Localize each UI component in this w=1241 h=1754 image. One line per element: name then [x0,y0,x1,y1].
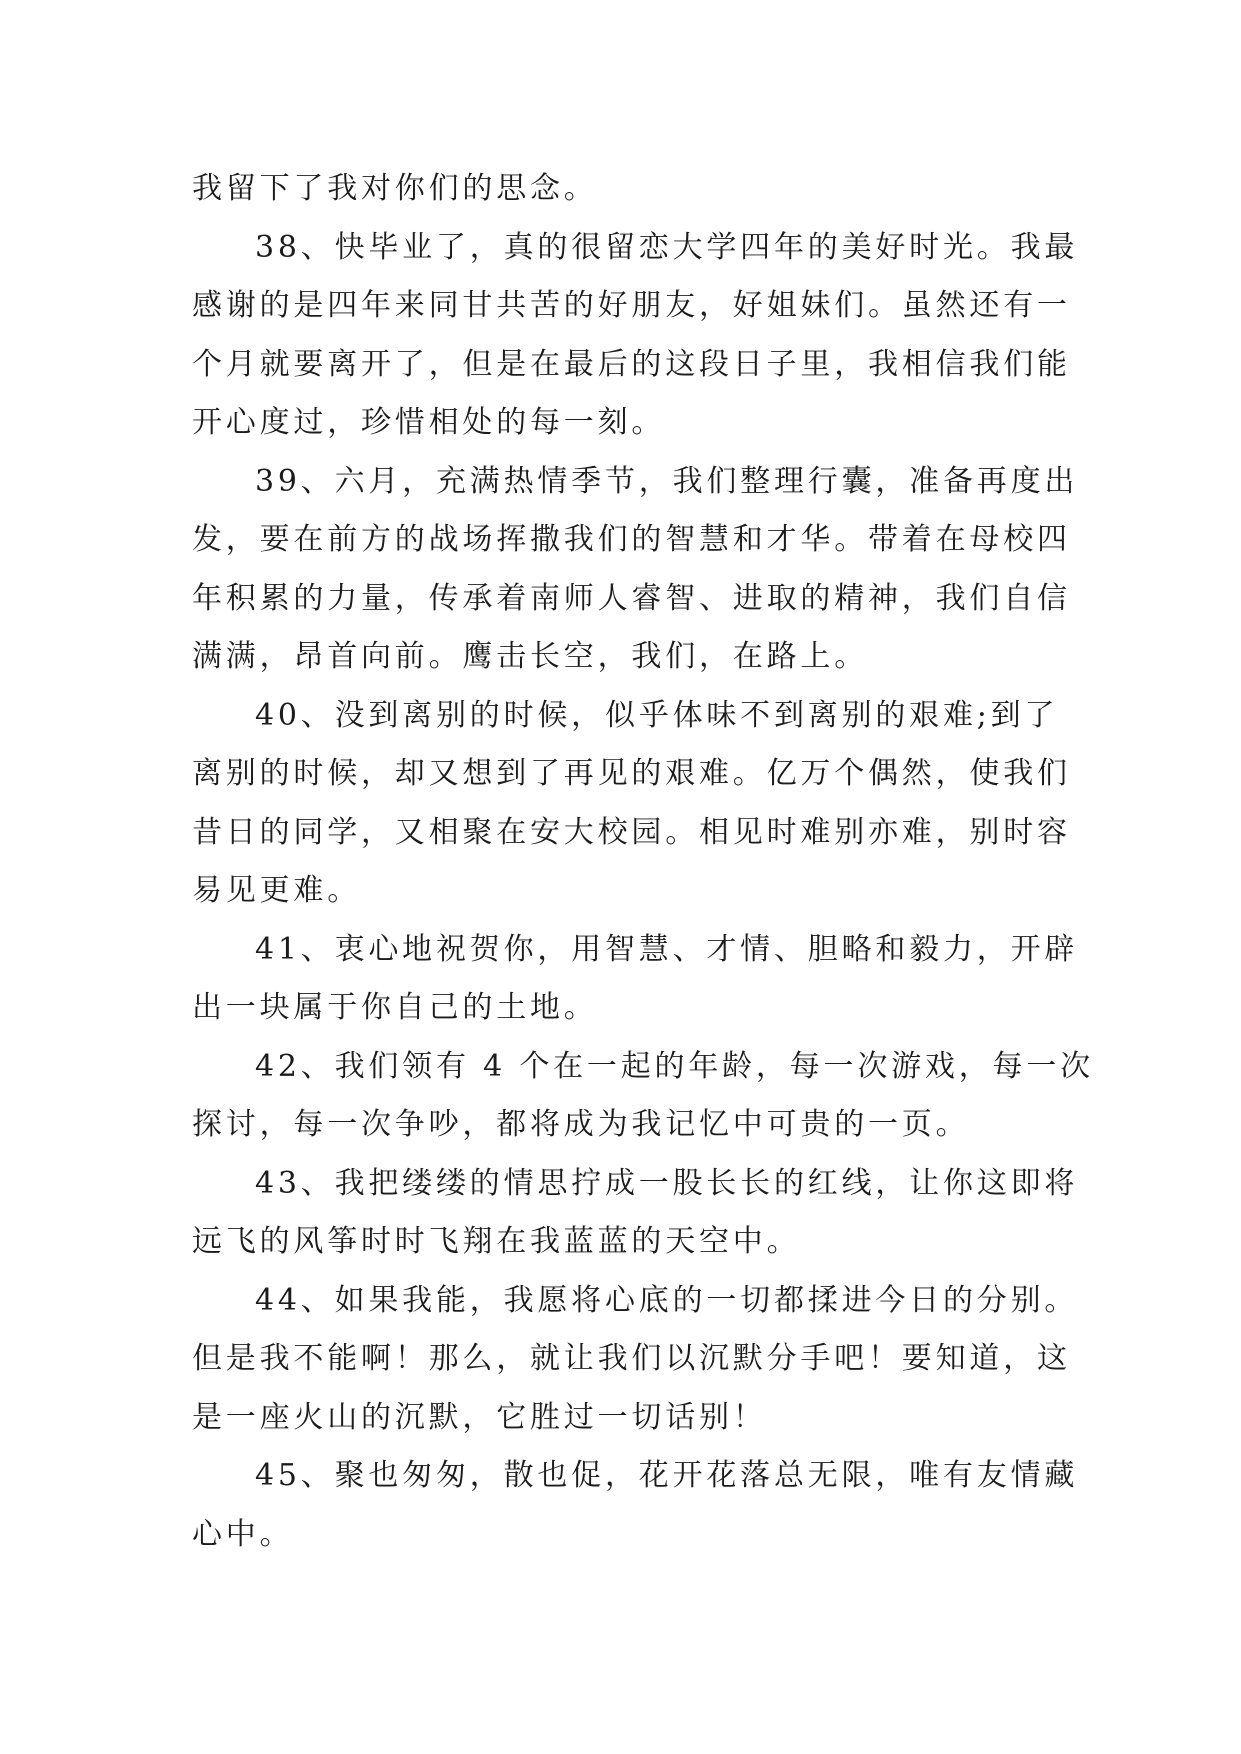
text-line: 41、衷心地祝贺你，用智慧、才情、胆略和毅力，开辟 [255,931,1079,967]
text-line: 感谢的是四年来同甘共苦的好朋友，好姐妹们。虽然还有一 [192,288,1071,323]
text-line: 45、聚也匆匆，散也促，花开花落总无限，唯有友情藏 [255,1458,1079,1493]
text-line: 38、快毕业了，真的很留恋大学四年的美好时光。我最 [255,229,1079,265]
text-line: 满满，昂首向前。鹰击长空，我们，在路上。 [192,639,868,674]
text-line: 出一块属于你自己的土地。 [192,990,598,1025]
text-line: 易见更难。 [192,873,361,908]
document-body [192,160,1094,1564]
text-line: 42、我们领有 4 个在一起的年龄，每一次游戏，每一次 [255,1048,1094,1084]
text-line: 43、我把缕缕的情思拧成一股长长的红线，让你这即将 [255,1165,1079,1201]
text-line: 40、没到离别的时候，似乎体味不到离别的艰难;到了 [255,697,1059,733]
text-line: 我留下了我对你们的思念。 [192,171,598,206]
text-line: 年积累的力量，传承着南师人睿智、进取的精神，我们自信 [192,580,1071,616]
text-line: 探讨，每一次争吵，都将成为我记忆中可贵的一页。 [192,1107,970,1142]
text-line: 39、六月，充满热情季节，我们整理行囊，准备再度出 [255,463,1079,499]
text-line: 个月就要离开了，但是在最后的这段日子里，我相信我们能 [192,346,1071,382]
text-line: 昔日的同学，又相聚在安大校园。相见时难别亦难，别时容 [192,814,1071,850]
text-line: 远飞的风筝时时飞翔在我蓝蓝的天空中。 [192,1224,801,1259]
text-line: 但是我不能啊！那么，就让我们以沉默分手吧！要知道，这 [192,1341,1071,1376]
text-line: 离别的时候，却又想到了再见的艰难。亿万个偶然，使我们 [192,756,1071,791]
text-line: 开心度过，珍惜相处的每一刻。 [192,405,666,440]
text-line: 心中。 [192,1516,294,1552]
text-line: 发，要在前方的战场挥撒我们的智慧和才华。带着在母校四 [192,522,1071,557]
text-line: 44、如果我能，我愿将心底的一切都揉进今日的分别。 [255,1282,1079,1318]
text-line: 是一座火山的沉默，它胜过一切话别！ [192,1399,767,1435]
